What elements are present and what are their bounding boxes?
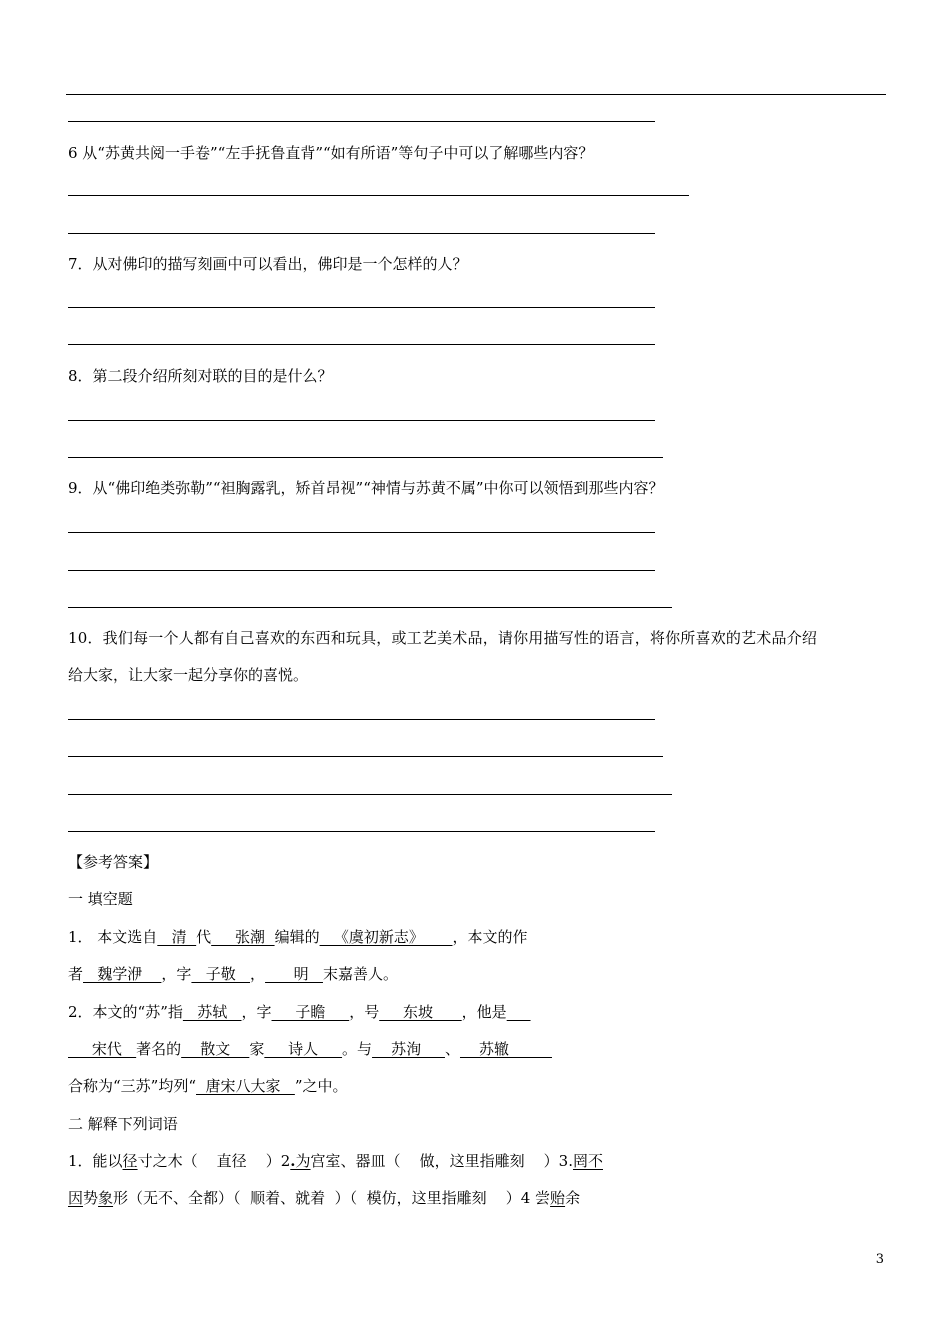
question-8: 8．第二段介绍所刻对联的目的是什么？ <box>68 367 333 385</box>
blank-book: 《虞初新志》 <box>319 928 453 946</box>
blank-editor: 张潮 <box>211 928 275 946</box>
blank-eight-masters: 唐宋八大家 <box>196 1077 295 1095</box>
question-7: 7．从对佛印的描写刻画中可以看出，佛印是一个怎样的人？ <box>68 255 468 273</box>
section-explain-words: 二 解释下列词语 <box>68 1115 178 1133</box>
answer-line <box>68 344 655 345</box>
answer-2-line1: 2．本文的“苏”指 苏轼 ，字 子瞻 ，号 东坡 ，他是 <box>68 1002 531 1022</box>
answer-line <box>68 570 655 571</box>
blank-su-zhe: 苏辙 <box>459 1040 552 1058</box>
answer-line <box>68 233 655 234</box>
answer-line <box>68 121 655 122</box>
question-9: 9．从“佛印绝类弥勒”“袒胸露乳，矫首昂视”“神情与苏黄不属”中你可以领悟到那些内容？ <box>68 479 664 497</box>
answer-3: 合称为“三苏”均列“ 唐宋八大家 ”之中。 <box>68 1077 348 1095</box>
answer-line <box>68 532 655 533</box>
answer-line <box>68 607 672 608</box>
answer-1-line1: 1． 本文选自 清 代 张潮 编辑的 《虞初新志》 ，本文的作 <box>68 928 528 946</box>
blank-courtesy-name: 子敬 <box>191 965 251 983</box>
section-fill-blank: 一 填空题 <box>68 890 133 908</box>
answer-line <box>68 195 689 196</box>
question-6: 6 从“苏黄共阅一手卷”“左手抚鲁直背”“如有所语”等句子中可以了解哪些内容？ <box>68 144 594 162</box>
definitions-line1: 1．能以径寸之木（ 直径 ）2.为宫室、器皿（ 做，这里指雕刻 ）3.罔不 <box>68 1152 603 1170</box>
blank-su-xun: 苏洵 <box>372 1040 445 1058</box>
definitions-line2: 因势象形（无不、全都）（ 顺着、就着 ）（ 模仿，这里指雕刻 ）4 尝贻余 <box>68 1189 581 1207</box>
header-rule <box>66 94 886 95</box>
question-10-line1: 10．我们每一个人都有自己喜欢的东西和玩具，或工艺美术品，请你用描写性的语言，将你所喜欢的艺术品介绍 <box>68 629 818 647</box>
answer-line <box>68 457 663 458</box>
blank-dynasty: 清 <box>157 928 197 946</box>
blank-song: 宋代 <box>68 1040 137 1058</box>
answer-2-line2: 宋代 著名的 散文 家 诗人 。与 苏洵 、 苏辙 <box>68 1040 552 1058</box>
blank-poet: 诗人 <box>264 1040 343 1058</box>
answer-line <box>68 756 663 757</box>
answer-1-line2: 者 魏学洢 ，字 子敬 ， 明 末嘉善人。 <box>68 965 398 983</box>
blank-su: 苏轼 <box>182 1003 242 1021</box>
answer-heading: 【参考答案】 <box>68 853 159 871</box>
answer-line <box>68 719 655 720</box>
answer-line <box>68 420 655 421</box>
blank-dongpo: 东坡 <box>379 1003 462 1021</box>
blank-zizhan: 子瞻 <box>271 1003 350 1021</box>
blank-trailing <box>507 1003 531 1021</box>
answer-line <box>68 831 655 832</box>
blank-ming: 明 <box>265 965 323 983</box>
question-10-line2: 给大家，让大家一起分享你的喜悦。 <box>68 666 309 684</box>
answer-line <box>68 794 672 795</box>
blank-author: 魏学洢 <box>83 965 162 983</box>
blank-prose: 散文 <box>181 1040 250 1058</box>
answer-line <box>68 307 655 308</box>
page-number: 3 <box>875 1252 884 1267</box>
